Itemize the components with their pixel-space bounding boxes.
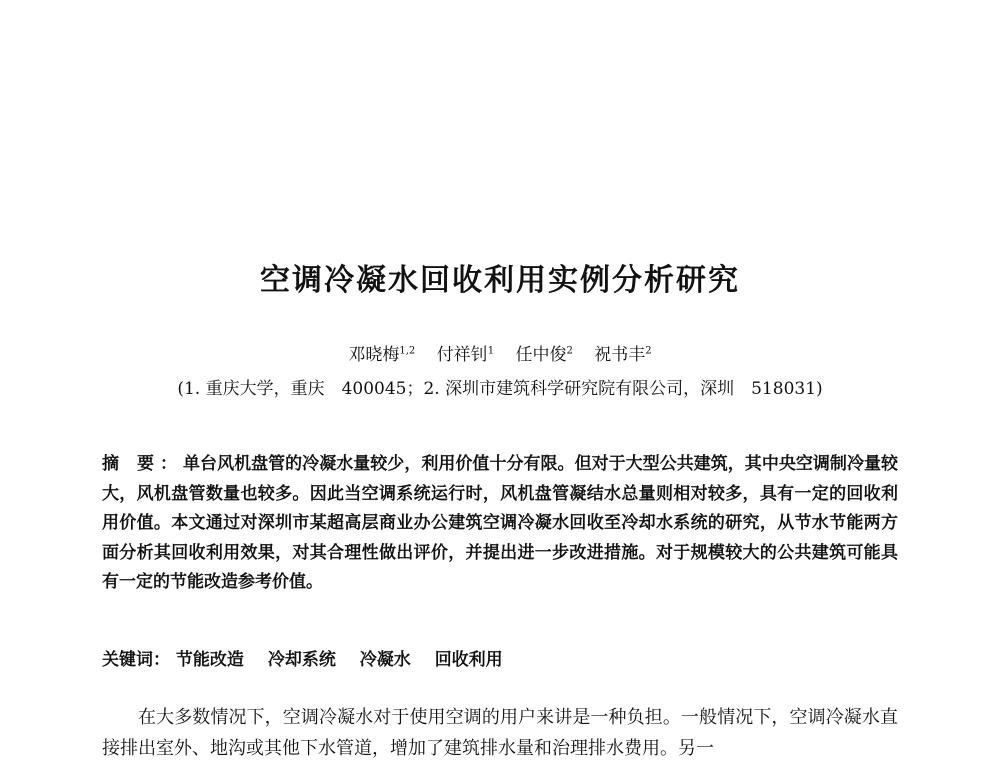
abstract: [102, 450, 898, 598]
abstract-text: 单台风机盘管的冷凝水量较少，利用价值十分有限。但对于大型公共建筑，其中央空调制冷量较大，风机盘管数量也较多。因此当空调系统运行时，风机盘管凝结水总量则相对较多，具有一定的回收利用价值。本文通过对深圳市某超高层商业办公建筑空调冷凝水回收至冷却水系统的研究，从节水节能两方面分析其回收利用效果，对其合理性做出评价，并提出进一步改进措施。对于规模较大的公共建筑可能具有一定的节能改造参考价值。: [102, 454, 898, 592]
author-4: 祝书丰$^2$: [594, 345, 652, 365]
affiliation: (1. 重庆大学，重庆 400045；2. 深圳市建筑科学研究院有限公司，深圳 518031): [177, 379, 823, 399]
body-paragraph: 在大多数情况下，空调冷凝水对于使用空调的用户来讲是一种负担。一般情况下，空调冷凝水直接排出室外、地沟或其他下水管道，增加了建筑排水量和治理排水费用。另一: [102, 707, 898, 759]
author-1: 邓晓梅$^{1,2}$: [348, 345, 416, 365]
keyword-item: 回收利用: [434, 650, 503, 670]
author-2: 付祥钊$^1$: [436, 345, 495, 365]
author-3: 任中俊$^2$: [515, 345, 573, 365]
keyword-item: 冷却系统: [267, 650, 336, 670]
keywords: [102, 645, 898, 670]
keywords-label: 关键词：: [102, 650, 170, 670]
author-list: [0, 340, 1000, 365]
abstract-label: 摘 要：: [102, 454, 184, 474]
keyword-item: 节能改造: [175, 650, 244, 670]
paper-title: 空调冷凝水回收利用实例分析研究: [260, 263, 740, 298]
keyword-item: 冷凝水: [359, 650, 411, 670]
